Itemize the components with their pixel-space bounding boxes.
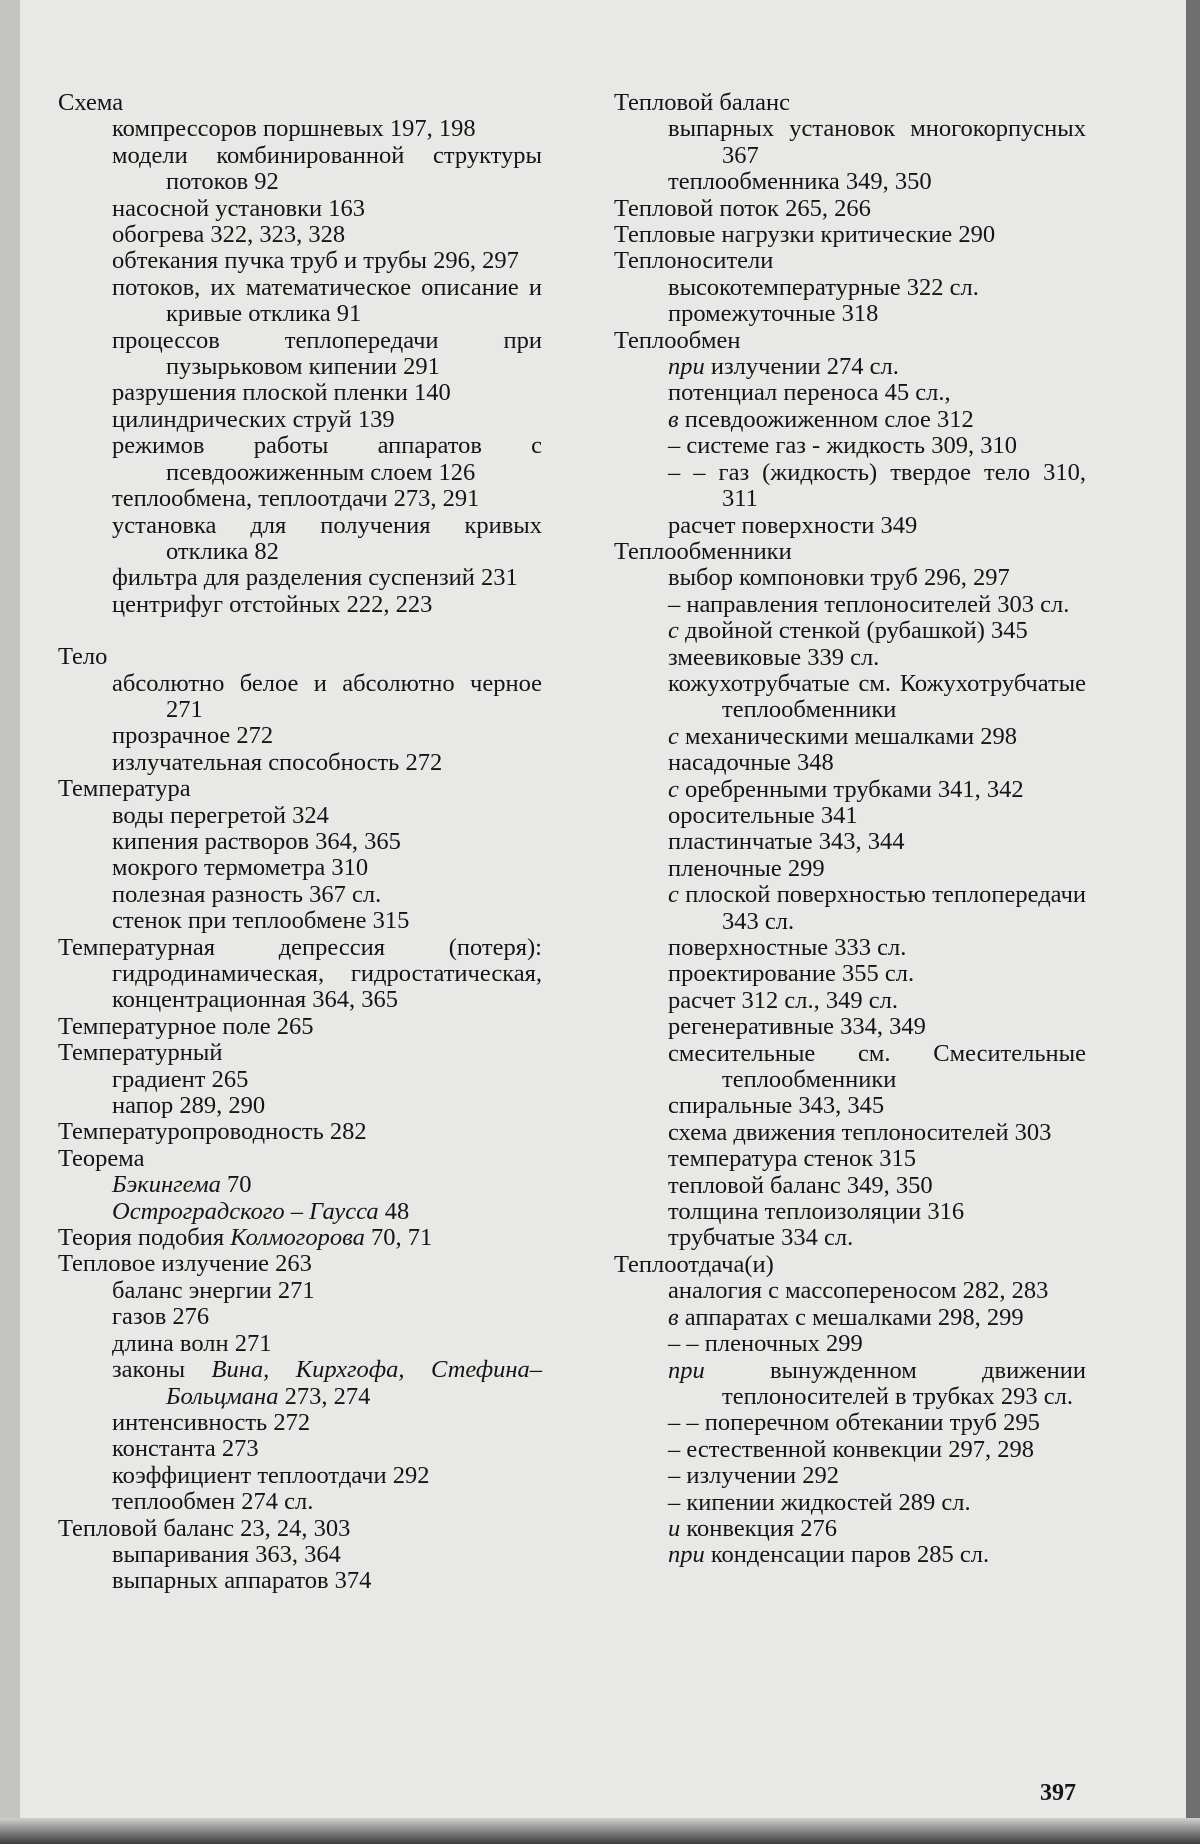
entry-text: мокрого термометра 310 — [112, 854, 369, 882]
index-subentry — [58, 407, 542, 433]
index-subentry — [614, 116, 1086, 169]
index-subentry — [58, 750, 542, 776]
index-entry-heading — [614, 90, 1086, 116]
entry-italic-text: с — [668, 775, 679, 803]
entry-text: выбор компоновки труб 296, 297 — [668, 564, 1010, 592]
entry-text: излучении 274 сл. — [704, 353, 899, 381]
index-subentry — [58, 275, 542, 328]
index-entry-heading — [58, 1040, 542, 1066]
entry-text: константа 273 — [112, 1435, 259, 1463]
entry-text: оросительные 341 — [668, 801, 858, 829]
entry-text: цилиндрических струй 139 — [112, 405, 395, 433]
entry-text: Температурная депрессия (потеря): гидродинамическая, гидростатическая, концентрационная 364, 365 — [58, 933, 542, 1014]
index-subentry — [58, 328, 542, 381]
entry-text: Тепловой баланс — [614, 89, 791, 116]
entry-text: Тепловые нагрузки критические 290 — [614, 221, 996, 249]
index-subentry — [58, 1067, 542, 1093]
entry-text: смесительные см. Смесительные теплообменники — [668, 1039, 1086, 1094]
entry-text: 70, 71 — [364, 1224, 433, 1252]
index-subentry — [58, 1304, 542, 1330]
index-subentry — [58, 1172, 542, 1198]
index-subentry — [614, 513, 1086, 539]
index-subentry — [614, 1463, 1086, 1489]
index-entry-heading — [58, 776, 542, 802]
entry-text: схема движения теплоносителей 303 — [668, 1118, 1052, 1146]
index-entry-heading — [58, 1146, 542, 1172]
entry-text: псевдоожиженном слое 312 — [678, 405, 974, 433]
entry-text: поверхностные 333 сл. — [668, 934, 907, 961]
index-entry-heading — [58, 1251, 542, 1277]
index-subentry — [614, 856, 1086, 882]
index-subentry — [614, 829, 1086, 855]
entry-text: Теплоотдача(и) — [614, 1250, 774, 1278]
entry-text: прозрачное 272 — [112, 722, 274, 750]
entry-text: выпарных установок многокорпусных 367 — [668, 115, 1086, 169]
index-column-left — [58, 90, 542, 1595]
index-entry-heading — [58, 935, 542, 1014]
index-subentry — [58, 143, 542, 196]
index-subentry — [614, 988, 1086, 1014]
index-subentry — [58, 1568, 542, 1594]
index-entry-heading — [58, 1014, 542, 1040]
entry-text: Температура — [58, 775, 191, 803]
index-entry-heading — [614, 1252, 1086, 1278]
entry-text: плоской поверхностью теплопередачи 343 сл. — [678, 881, 1086, 935]
entry-text: Теплообменники — [614, 537, 792, 565]
index-subentry — [614, 803, 1086, 829]
page-edge-shadow-left — [0, 0, 20, 1844]
index-subentry — [58, 855, 542, 881]
entry-text: теплообменника 349, 350 — [668, 168, 932, 196]
entry-text: центрифуг отстойных 222, 223 — [112, 590, 433, 618]
index-subentry — [614, 961, 1086, 987]
entry-text: Температурное поле 265 — [58, 1012, 314, 1040]
entry-text: толщина теплоизоляции 316 — [668, 1198, 965, 1226]
entry-text: Теорема — [58, 1144, 145, 1172]
index-subentry — [614, 1358, 1086, 1411]
index-subentry — [614, 724, 1086, 750]
index-subentry — [58, 1489, 542, 1515]
entry-text: – направления теплоносителей 303 сл. — [668, 590, 1070, 618]
index-entry-heading — [614, 539, 1086, 565]
index-subentry — [58, 1463, 542, 1489]
index-subentry — [58, 486, 542, 512]
index-subentry — [614, 750, 1086, 776]
entry-text: змеевиковые 339 сл. — [668, 643, 880, 671]
index-subentry — [614, 1437, 1086, 1463]
index-subentry — [614, 777, 1086, 803]
entry-text: Тепловой баланс 23, 24, 303 — [58, 1514, 351, 1542]
entry-text: интенсивность 272 — [112, 1408, 311, 1436]
index-subentry — [58, 1331, 542, 1357]
index-entry-heading — [614, 328, 1086, 354]
index-subentry — [614, 1278, 1086, 1304]
index-subentry — [614, 1146, 1086, 1172]
entry-text: температура стенок 315 — [668, 1145, 917, 1173]
index-subentry — [614, 275, 1086, 301]
entry-text: проектирование 355 сл. — [668, 960, 915, 988]
index-subentry — [58, 248, 542, 274]
entry-italic-text: с — [668, 881, 679, 909]
entry-text: модели комбинированной структуры потоков 92 — [112, 141, 542, 196]
entry-italic-text: при — [668, 353, 705, 381]
entry-text: градиент 265 — [112, 1065, 249, 1093]
index-subentry — [58, 565, 542, 591]
index-subentry — [614, 645, 1086, 671]
page-edge-shadow-right — [1186, 0, 1200, 1844]
index-subentry — [58, 1436, 542, 1462]
entry-text: спиральные 343, 345 — [668, 1092, 885, 1120]
index-subentry — [614, 1041, 1086, 1094]
index-subentry — [614, 407, 1086, 433]
entry-text: режимов работы аппаратов с псевдоожиженным слоем 126 — [112, 432, 542, 486]
entry-text: – кипении жидкостей 289 сл. — [668, 1488, 971, 1516]
index-entry-heading — [614, 248, 1086, 274]
entry-text: трубчатые 334 сл. — [668, 1224, 854, 1252]
entry-text: выпаривания 363, 364 — [112, 1540, 341, 1568]
index-subentry — [58, 882, 542, 908]
entry-text: двойной стенкой (рубашкой) 345 — [678, 617, 1028, 645]
entry-text: насадочные 348 — [668, 749, 834, 777]
index-subentry — [614, 1199, 1086, 1225]
entry-text: – – газ (жидкость) твердое тело 310, 311 — [668, 458, 1086, 513]
index-entry-heading — [58, 1119, 542, 1145]
index-subentry — [58, 1199, 542, 1225]
entry-text: высокотемпературные 322 сл. — [668, 273, 979, 301]
index-subentry — [614, 592, 1086, 618]
entry-text: баланс энергии 271 — [112, 1276, 315, 1304]
index-subentry — [614, 1093, 1086, 1119]
entry-italic-text: в — [668, 1303, 679, 1331]
index-subentry — [614, 1014, 1086, 1040]
entry-italic-text: Остроградского – Гаусса — [112, 1197, 379, 1225]
index-subentry — [614, 1542, 1086, 1568]
entry-text: разрушения плоской пленки 140 — [112, 379, 451, 407]
index-subentry — [58, 592, 542, 618]
entry-text: оребренными трубками 341, 342 — [678, 775, 1024, 803]
index-subentry — [58, 380, 542, 406]
entry-text: Теплообмен — [614, 326, 741, 354]
entry-text: фильтра для разделения суспензий 231 — [112, 564, 518, 592]
index-subentry — [58, 196, 542, 222]
entry-italic-text: Бэкингема — [112, 1171, 221, 1199]
entry-text: процессов теплопередачи при пузырьковом кипении 291 — [112, 326, 542, 381]
entry-text: потенциал переноса 45 сл., — [668, 379, 951, 407]
index-subentry — [614, 882, 1086, 935]
entry-text: Температуропроводность 282 — [58, 1118, 367, 1146]
index-subentry — [614, 460, 1086, 513]
entry-italic-text: при — [668, 1541, 705, 1569]
index-subentry — [58, 1093, 542, 1119]
index-subentry — [614, 301, 1086, 327]
entry-italic-text: с — [668, 722, 679, 750]
entry-text: Тепловое излучение 263 — [58, 1250, 312, 1278]
index-entry-heading — [614, 222, 1086, 248]
entry-text: Схема — [58, 89, 124, 116]
index-subentry — [614, 935, 1086, 961]
entry-text: обогрева 322, 323, 328 — [112, 221, 346, 249]
entry-prefix: законы — [112, 1356, 212, 1384]
index-subentry — [614, 1490, 1086, 1516]
entry-text: промежуточные 318 — [668, 300, 879, 328]
index-subentry — [58, 1410, 542, 1436]
entry-italic-text: в — [668, 405, 679, 433]
entry-text: – естественной конвекции 297, 298 — [668, 1435, 1034, 1463]
index-subentry — [614, 1410, 1086, 1436]
index-entry-heading — [58, 644, 542, 670]
entry-text: конвекция 276 — [680, 1514, 837, 1542]
index-subentry — [614, 671, 1086, 724]
index-subentry — [614, 169, 1086, 195]
index-subentry — [614, 565, 1086, 591]
index-entry-heading — [58, 1225, 542, 1251]
entry-text: 273, 274 — [278, 1382, 371, 1410]
entry-text: Температурный — [58, 1039, 223, 1067]
entry-italic-text: с — [668, 617, 679, 645]
entry-text: механическими мешалками 298 — [678, 722, 1017, 750]
index-subentry — [58, 1278, 542, 1304]
index-column-right — [614, 90, 1086, 1569]
index-subentry — [58, 433, 542, 486]
entry-text: длина волн 271 — [112, 1329, 272, 1357]
index-subentry — [614, 354, 1086, 380]
entry-text: выпарных аппаратов 374 — [112, 1567, 372, 1595]
index-subentry — [58, 1357, 542, 1410]
entry-text: Теплоносители — [614, 247, 774, 275]
entry-text: расчет поверхности 349 — [668, 511, 918, 539]
index-subentry — [614, 1331, 1086, 1357]
index-subentry — [614, 1120, 1086, 1146]
entry-text: установка для получения кривых отклика 82 — [112, 511, 542, 565]
index-subentry — [58, 671, 542, 724]
index-subentry — [58, 222, 542, 248]
entry-italic-text: Вина, Кирхгофа, Стефина–Больцмана — [166, 1356, 542, 1410]
index-subentry — [614, 618, 1086, 644]
entry-text: тепловой баланс 349, 350 — [668, 1171, 933, 1199]
entry-text: Тело — [58, 643, 108, 671]
entry-text: – – поперечном обтекании труб 295 — [668, 1409, 1040, 1437]
entry-text: обтекания пучка труб и трубы 296, 297 — [112, 247, 519, 275]
entry-text: аппаратах с мешалками 298, 299 — [678, 1303, 1024, 1331]
index-subentry — [614, 1173, 1086, 1199]
page-edge-shadow-bottom — [0, 1818, 1200, 1844]
entry-text: насосной установки 163 — [112, 194, 366, 222]
entry-text: теплообмен 274 сл. — [112, 1488, 314, 1516]
entry-text: газов 276 — [112, 1303, 210, 1331]
index-subentry — [614, 1225, 1086, 1251]
entry-text: воды перегретой 324 — [112, 801, 329, 829]
entry-text: пленочные 299 — [668, 854, 825, 882]
index-subentry — [614, 380, 1086, 406]
entry-text: теплообмена, теплоотдачи 273, 291 — [112, 485, 480, 513]
entry-text: регенеративные 334, 349 — [668, 1013, 926, 1041]
index-subentry — [614, 433, 1086, 459]
index-entry-heading — [58, 90, 542, 116]
index-entry-heading — [614, 196, 1086, 222]
index-subentry — [58, 908, 542, 934]
entry-text: вынужденном движении теплоносителей в трубках 293 сл. — [704, 1356, 1086, 1410]
entry-text: излучательная способность 272 — [112, 748, 443, 776]
entry-text: 48 — [378, 1197, 410, 1225]
index-subentry — [614, 1516, 1086, 1542]
entry-text: полезная разность 367 сл. — [112, 880, 382, 908]
entry-text: кипения растворов 364, 365 — [112, 827, 401, 855]
entry-text: – излучении 292 — [668, 1462, 840, 1490]
entry-text: компрессоров поршневых 197, 198 — [112, 115, 476, 143]
entry-italic-text: при — [668, 1356, 705, 1384]
entry-prefix: Теория подобия — [58, 1224, 231, 1252]
entry-text: конденсации паров 285 сл. — [704, 1541, 990, 1569]
index-subentry — [58, 803, 542, 829]
index-subentry — [58, 513, 542, 566]
entry-text: – – пленочных 299 — [668, 1330, 863, 1358]
entry-italic-text: Колмогорова — [230, 1224, 365, 1252]
index-subentry — [58, 1542, 542, 1568]
index-subentry — [58, 723, 542, 749]
entry-text: стенок при теплообмене 315 — [112, 907, 410, 935]
page-number: 397 — [1040, 1780, 1076, 1806]
index-entry-heading — [58, 1516, 542, 1542]
entry-text: пластинчатые 343, 344 — [668, 828, 905, 856]
entry-text: кожухотрубчатые см. Кожухотрубчатые теплообменники — [668, 669, 1086, 724]
entry-text: расчет 312 сл., 349 сл. — [668, 986, 898, 1014]
index-subentry — [58, 116, 542, 142]
entry-text: Тепловой поток 265, 266 — [614, 194, 871, 222]
entry-text: потоков, их математическое описание и кривые отклика 91 — [112, 273, 542, 328]
entry-text: коэффициент теплоотдачи 292 — [112, 1461, 430, 1489]
entry-text: 70 — [220, 1171, 252, 1199]
entry-italic-text: и — [668, 1514, 681, 1542]
entry-text: – системе газ - жидкость 309, 310 — [668, 432, 1017, 460]
entry-text: абсолютно белое и абсолютно черное 271 — [112, 669, 542, 723]
index-subentry — [614, 1305, 1086, 1331]
entry-text: напор 289, 290 — [112, 1092, 266, 1120]
entry-text: аналогия с массопереносом 282, 283 — [668, 1277, 1049, 1305]
index-subentry — [58, 829, 542, 855]
